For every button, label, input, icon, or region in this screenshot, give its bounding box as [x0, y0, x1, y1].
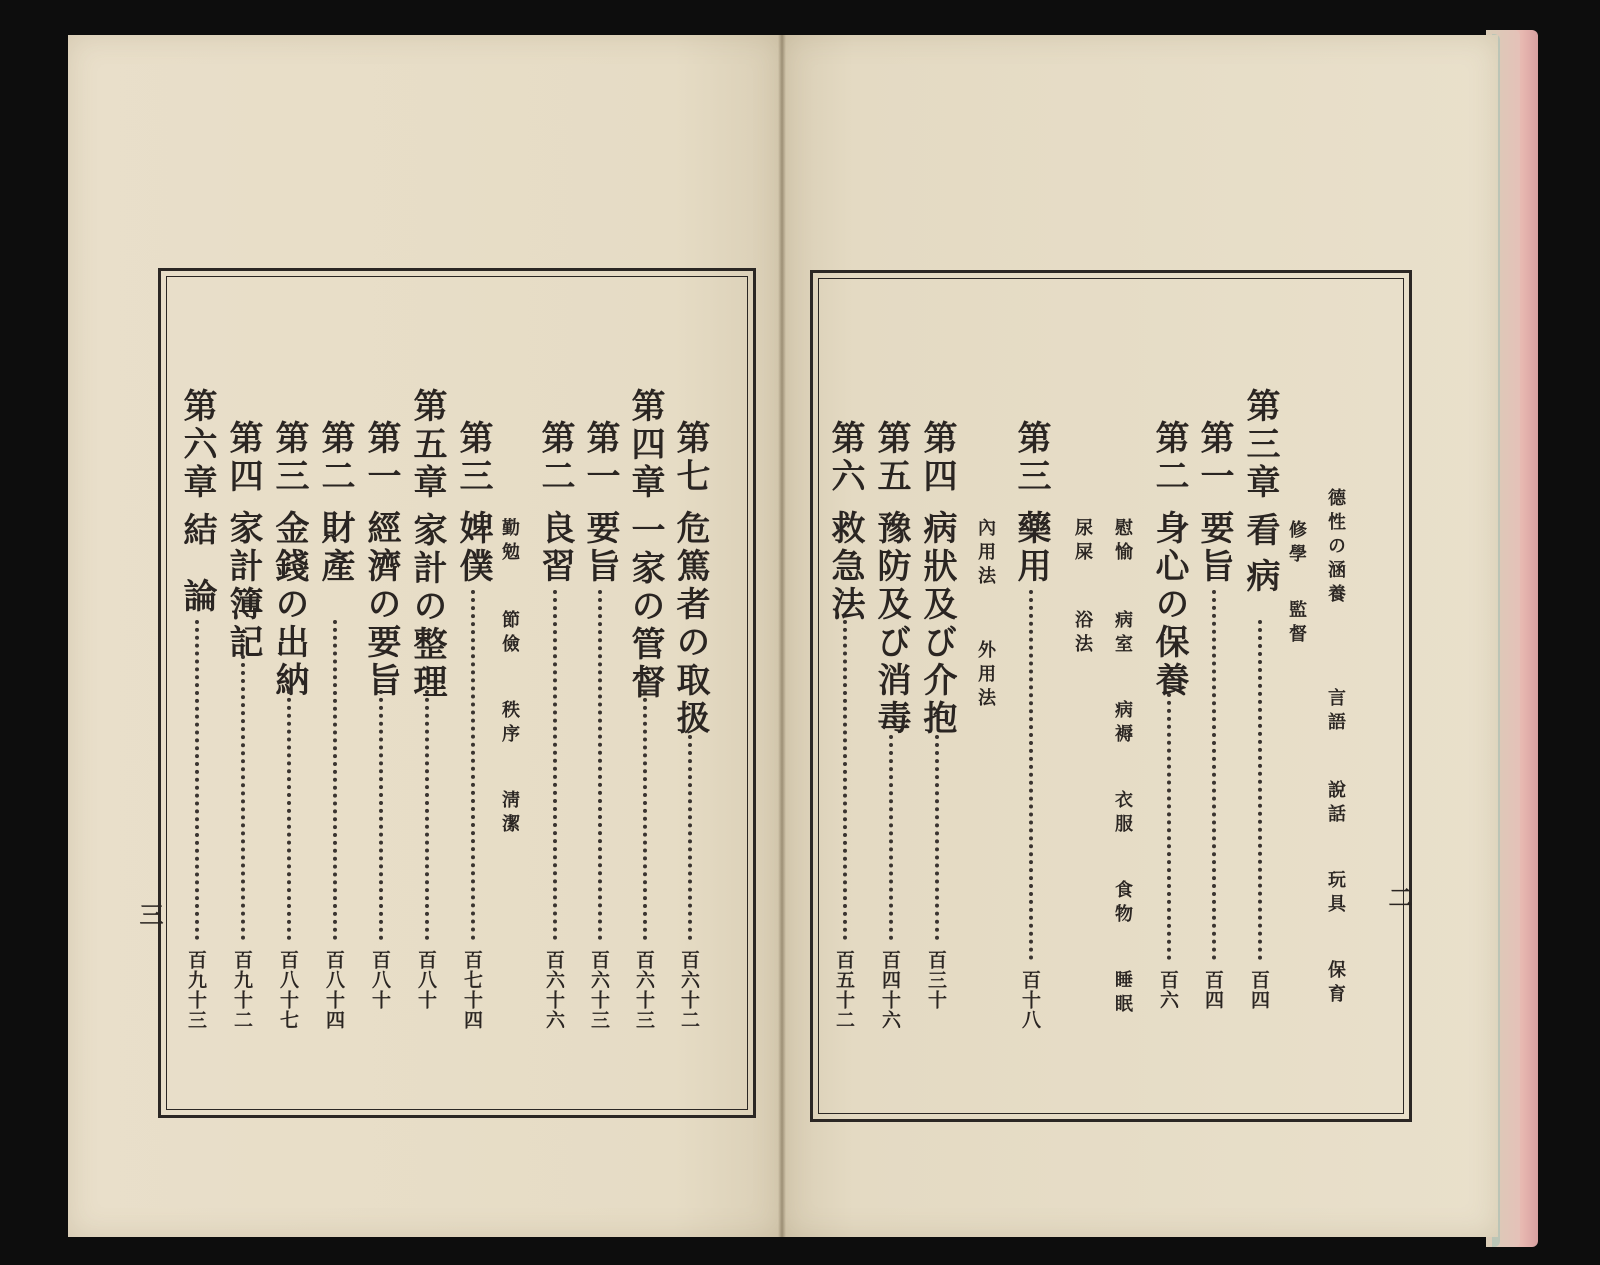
- toc-page-number: 百八十: [415, 950, 437, 1010]
- toc-label: 第四: [223, 420, 263, 496]
- toc-label: 第二: [1149, 420, 1189, 496]
- toc-subtopic: 病室: [1112, 610, 1133, 658]
- page-folio: 二: [1384, 885, 1413, 909]
- toc-page-number: 百七十四: [461, 950, 483, 1030]
- toc-subtopic: 言語: [1325, 688, 1346, 736]
- toc-label: 第三: [453, 420, 493, 496]
- toc-page-number: 百四: [1202, 970, 1224, 1010]
- toc-subtopic: 德性の涵養: [1325, 488, 1346, 608]
- toc-title: 要旨: [580, 510, 620, 586]
- toc-title: 結論: [177, 512, 217, 644]
- toc-label: 第六: [825, 420, 865, 496]
- toc-subtopic: 監督: [1286, 600, 1307, 648]
- dot-leader: [333, 620, 337, 940]
- toc-subtopic: 節儉: [499, 610, 520, 658]
- toc-page-number: 百九十二: [231, 950, 253, 1030]
- toc-title: 看病: [1240, 512, 1280, 604]
- toc-page-number: 百三十: [925, 950, 947, 1010]
- toc-title: 家計簿記: [223, 510, 263, 662]
- toc-page-number: 百六十六: [543, 950, 565, 1030]
- toc-subtopic: 淸潔: [499, 790, 520, 838]
- toc-label: 第二: [315, 420, 355, 496]
- toc-subtopic: 秩序: [499, 700, 520, 748]
- dot-leader: [425, 690, 429, 940]
- toc-label: 第三: [1011, 420, 1051, 496]
- toc-subtopic: 慰愉: [1112, 518, 1133, 566]
- dot-leader: [1212, 590, 1216, 960]
- toc-title: 家計の整理: [407, 512, 447, 702]
- dot-leader: [1258, 620, 1262, 960]
- dot-leader: [598, 590, 602, 940]
- toc-label: 第七: [670, 420, 710, 496]
- toc-subtopic: 玩具: [1325, 870, 1346, 918]
- toc-label: 第三: [269, 420, 309, 496]
- dot-leader: [1167, 685, 1171, 960]
- toc-page-number: 百八十: [369, 950, 391, 1010]
- toc-chapter-label: 第五章: [407, 388, 447, 502]
- toc-subtopic: 食物: [1112, 880, 1133, 928]
- toc-page-number: 百六十三: [588, 950, 610, 1030]
- dot-leader: [471, 590, 475, 940]
- toc-subtopic: 修學: [1286, 520, 1307, 568]
- toc-label: 第五: [871, 420, 911, 496]
- toc-title: 婢僕: [453, 510, 493, 586]
- toc-title: 危篤者の取扱: [670, 510, 710, 738]
- toc-subtopic: 內用法: [975, 518, 996, 590]
- toc-title: 豫防及び消毒: [871, 510, 911, 738]
- toc-label: 第四: [917, 420, 957, 496]
- toc-page-number: 百六十三: [633, 950, 655, 1030]
- toc-subtopic: 睡眠: [1112, 970, 1133, 1018]
- page-folio: 三: [135, 902, 164, 926]
- toc-subtopic: 病褥: [1112, 700, 1133, 748]
- dot-leader: [688, 735, 692, 940]
- toc-subtopic: 外用法: [975, 640, 996, 712]
- book-gutter: [778, 35, 786, 1237]
- toc-page-number: 百五十二: [833, 950, 855, 1030]
- dot-leader: [195, 620, 199, 940]
- dot-leader: [287, 690, 291, 940]
- toc-page-number: 百十八: [1019, 970, 1041, 1030]
- toc-page-number: 百八十七: [277, 950, 299, 1030]
- toc-page-number: 百六: [1157, 970, 1179, 1010]
- toc-subtopic: 尿屎: [1072, 518, 1093, 566]
- toc-page-number: 百四: [1248, 970, 1270, 1010]
- toc-subtopic: 說話: [1325, 780, 1346, 828]
- toc-chapter-label: 第四章: [625, 388, 665, 502]
- toc-subtopic: 浴法: [1072, 610, 1093, 658]
- toc-page-number: 百八十四: [323, 950, 345, 1030]
- dot-leader: [553, 590, 557, 940]
- toc-title: 金錢の出納: [269, 510, 309, 700]
- toc-title: 身心の保養: [1149, 510, 1189, 700]
- toc-title: 病狀及び介抱: [917, 510, 957, 738]
- toc-subtopic: 保育: [1325, 960, 1346, 1008]
- toc-title: 要旨: [1194, 510, 1234, 586]
- toc-label: 第二: [535, 420, 575, 496]
- toc-chapter-label: 第三章: [1240, 388, 1280, 502]
- toc-title: 財產: [315, 510, 355, 586]
- toc-title: 藥用: [1011, 510, 1051, 586]
- dot-leader: [843, 620, 847, 940]
- toc-subtopic: 衣服: [1112, 790, 1133, 838]
- toc-page-number: 百九十三: [185, 950, 207, 1030]
- toc-subtopic: 勤勉: [499, 518, 520, 566]
- toc-page-number: 百六十二: [678, 950, 700, 1030]
- dot-leader: [643, 690, 647, 940]
- toc-title: 一家の管督: [625, 512, 665, 702]
- toc-title: 良習: [535, 510, 575, 586]
- dot-leader: [241, 655, 245, 940]
- toc-label: 第一: [580, 420, 620, 496]
- toc-page-number: 百四十六: [879, 950, 901, 1030]
- toc-chapter-label: 第六章: [177, 388, 217, 502]
- dot-leader: [889, 735, 893, 940]
- dot-leader: [935, 735, 939, 940]
- dot-leader: [379, 690, 383, 940]
- toc-title: 救急法: [825, 510, 865, 624]
- toc-label: 第一: [1194, 420, 1234, 496]
- toc-title: 經濟の要旨: [361, 510, 401, 700]
- toc-label: 第一: [361, 420, 401, 496]
- dot-leader: [1029, 590, 1033, 960]
